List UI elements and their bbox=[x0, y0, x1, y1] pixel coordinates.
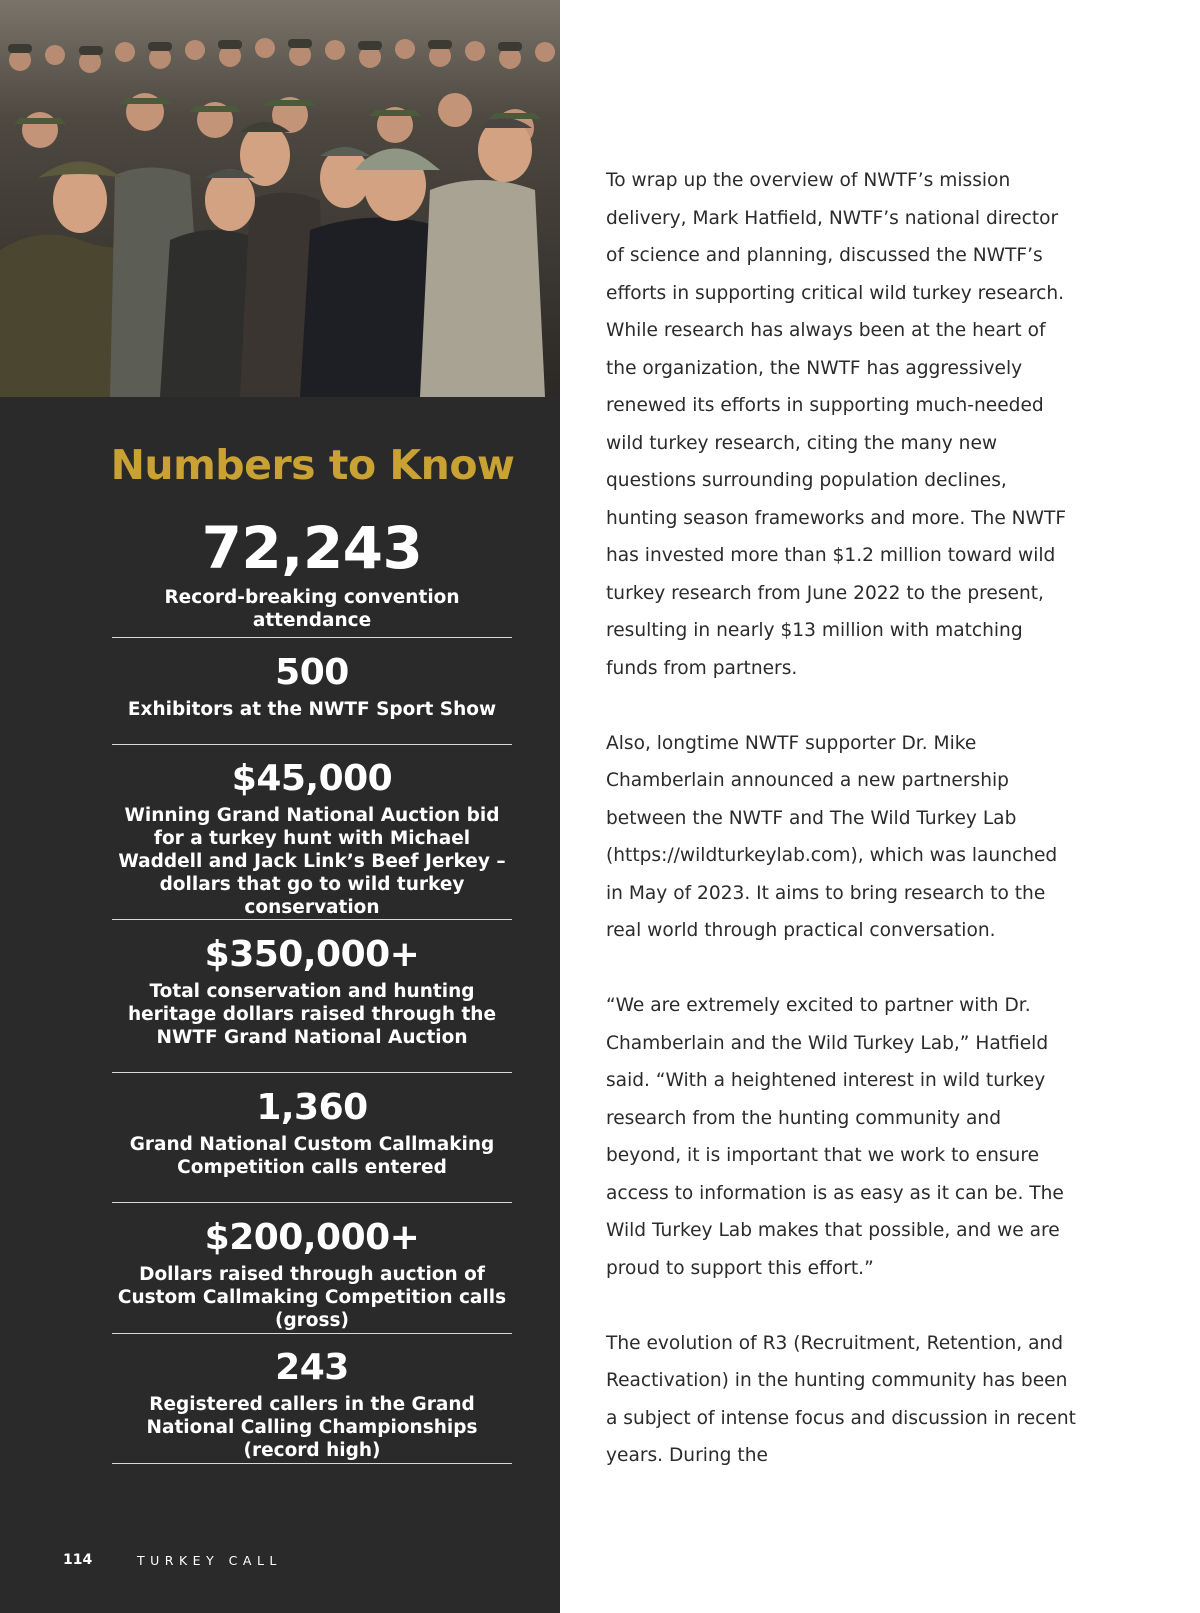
stat-caption: Record-breaking convention attendance bbox=[164, 587, 460, 631]
stat-caption: Registered callers in the Grand National Calling Championships (record high) bbox=[146, 1394, 478, 1461]
stat-value: $350,000+ bbox=[204, 934, 420, 975]
stat-divider bbox=[112, 1333, 512, 1334]
stat-caption: Exhibitors at the NWTF Sport Show bbox=[127, 699, 497, 720]
stat-caption: Grand National Custom Callmaking Competition calls entered bbox=[129, 1134, 495, 1178]
stat-item bbox=[112, 1217, 512, 1332]
numbers-panel bbox=[0, 0, 560, 1613]
stat-divider bbox=[112, 1072, 512, 1073]
crowd-photo bbox=[0, 0, 560, 397]
article-body bbox=[606, 162, 1076, 1512]
stat-divider bbox=[112, 744, 512, 745]
stat-item bbox=[112, 652, 512, 721]
article-paragraph: The evolution of R3 (Recruitment, Retention, and Reactivation) in the hunting community has been a subject of intense focus and discussion in recent years. During the bbox=[606, 1332, 1076, 1466]
stat-value: $200,000+ bbox=[204, 1217, 420, 1258]
stat-divider bbox=[112, 1463, 512, 1464]
stat-value: 72,243 bbox=[201, 514, 423, 582]
stat-divider bbox=[112, 919, 512, 920]
stat-value: 1,360 bbox=[256, 1087, 368, 1128]
stat-caption: Winning Grand National Auction bid for a turkey hunt with Michael Waddell and Jack Link’s Beef Jerkey – dollars that go to wild turkey conservation bbox=[118, 805, 506, 918]
crowd-photo-illustration bbox=[0, 0, 560, 397]
stat-item bbox=[112, 1087, 512, 1179]
stat-value: 243 bbox=[275, 1347, 349, 1388]
stat-value: 500 bbox=[275, 652, 349, 693]
article-paragraph: “We are extremely excited to partner with Dr. Chamberlain and the Wild Turkey Lab,” Hatfield said. “With a heightened interest in wild turkey research from the hunting community and beyond, it is important that we work to ensure access to information is as easy as it can be. The Wild Turkey Lab makes that possible, and we are proud to support this effort.” bbox=[606, 995, 1064, 1279]
stat-item bbox=[112, 514, 512, 632]
stat-caption: Total conservation and hunting heritage dollars raised through the NWTF Grand National Auction bbox=[127, 981, 497, 1048]
numbers-title: Numbers to Know bbox=[110, 441, 515, 489]
stat-value: $45,000 bbox=[231, 758, 393, 799]
stat-divider bbox=[112, 1202, 512, 1203]
stat-divider bbox=[112, 637, 512, 638]
article-paragraph: Also, longtime NWTF supporter Dr. Mike Chamberlain announced a new partnership between the NWTF and The Wild Turkey Lab (https://wildturkeylab.com), which was launched in May of 2023. It aims to bring research to the real world through practical conversation. bbox=[606, 732, 1058, 941]
stat-item bbox=[112, 1347, 512, 1462]
stat-item bbox=[112, 934, 512, 1049]
stat-caption: Dollars raised through auction of Custom Callmaking Competition calls (gross) bbox=[117, 1264, 507, 1331]
stat-item bbox=[112, 758, 512, 919]
magazine-name: TURKEY CALL bbox=[137, 1553, 282, 1568]
article-paragraph: To wrap up the overview of NWTF’s mission delivery, Mark Hatfield, NWTF’s national director of science and planning, discussed the NWTF’s efforts in supporting critical wild turkey research. While research has always been at the heart of the organization, the NWTF has aggressively renewed its efforts in supporting much-needed wild turkey research, citing the many new questions surrounding population declines, hunting season frameworks and more. The NWTF has invested more than $1.2 million toward wild turkey research from June 2022 to the present, resulting in nearly $13 million with matching funds from partners. bbox=[606, 170, 1067, 679]
page-number: 114 bbox=[63, 1552, 93, 1568]
